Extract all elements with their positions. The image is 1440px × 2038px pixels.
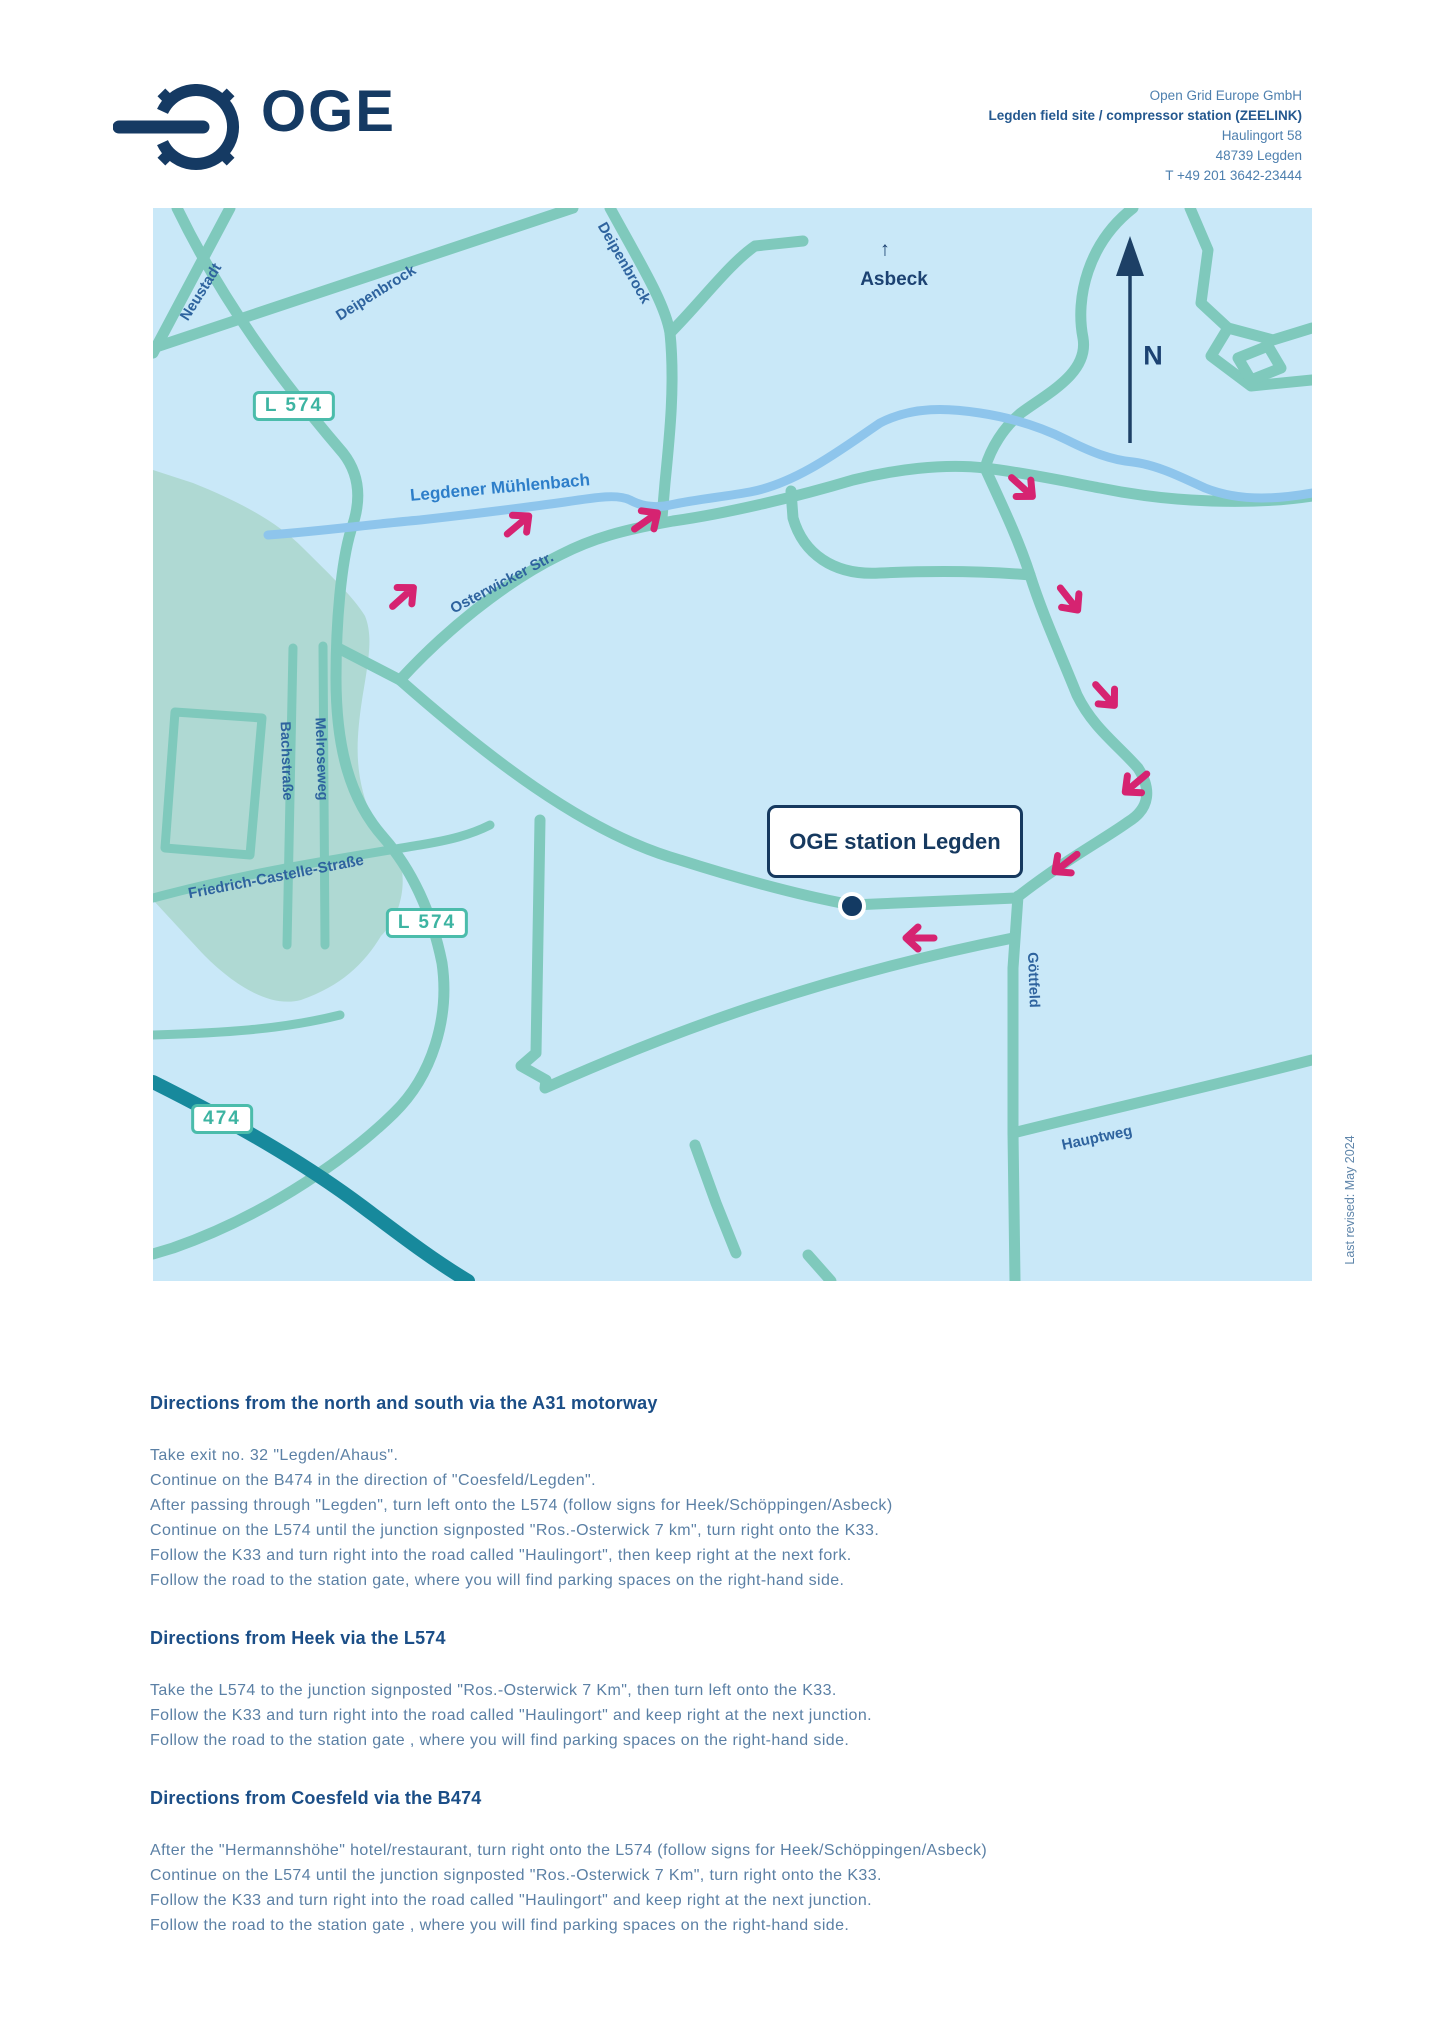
road [670,241,803,333]
map-label-north: N [1143,340,1163,371]
section-heading: Directions from the north and south via the A31 motorway [150,1393,658,1413]
direction-line: Continue on the B474 in the direction of "Coesfeld/Legden". [150,1472,596,1489]
route-arrow-icon [1087,677,1122,713]
road-badge-l574-north: L 574 [253,391,335,421]
map-label-goettfeld: Göttfeld [1024,951,1042,1009]
map-label-hauptweg: Hauptweg [1060,1122,1134,1154]
direction-line: Take exit no. 32 "Legden/Ahaus". [150,1447,399,1464]
directions-section-coesfeld [150,1788,1300,1938]
street-address: Haulingort 58 [1221,128,1302,143]
section-body [150,1443,1300,1593]
section-body [150,1678,1300,1753]
direction-line: Follow the road to the station gate , where you will find parking spaces on the right-hand side. [150,1917,850,1934]
north-arrow-icon [1116,236,1144,443]
logo-wordmark: OGE [261,79,396,144]
map-label-melroseweg: Melroseweg [311,717,331,801]
address-block [988,86,1302,186]
direction-line: Follow the road to the station gate, where you will find parking spaces on the right-hand side. [150,1572,845,1589]
city-address: 48739 Legden [1215,148,1302,163]
direction-line: Take the L574 to the junction signposted "Ros.-Osterwick 7 Km", then turn left onto the K33. [150,1682,837,1699]
map-label-deipenbrock-east: Deipenbrock [593,219,655,307]
map-label-osterwicker-str: Osterwicker Str. [447,548,557,618]
road [1013,1060,1312,1133]
station-callout-label: OGE station Legden [789,828,1001,854]
site-name: Legden field site / compressor station (ZEELINK) [988,108,1302,123]
road [1238,346,1281,380]
direction-line: After the "Hermannshöhe" hotel/restaurant, turn right onto the L574 (follow signs for Heek/Schöppingen/Asbeck) [150,1842,988,1859]
road [985,208,1133,468]
map-label-friedrich-castelle-strasse: Friedrich-Castelle-Straße [186,851,366,903]
direction-line: Follow the road to the station gate , where you will find parking spaces on the right-hand side. [150,1732,850,1749]
revision-note: Last revised: May 2024 [1343,1135,1357,1265]
map-label-asbeck: Asbeck [860,269,928,290]
road-badge-l574-south: L 574 [386,908,468,938]
directions-section-heek [150,1628,1300,1753]
road [1228,328,1312,340]
map-label-bachstrasse: Bachstraße [276,721,296,801]
road [1013,896,1018,1281]
station-marker-icon [840,894,864,918]
map-label-river: Legdener Mühlenbach [409,470,591,505]
site-map [153,208,1312,1281]
section-body [150,1838,1300,1938]
direction-line: Follow the K33 and turn right into the road called "Haulingort" and keep right at the next junction. [150,1892,872,1909]
road [791,491,1030,575]
route-arrow-icon [906,927,934,949]
company-name: Open Grid Europe GmbH [1149,88,1302,103]
direction-line: After passing through "Legden", turn left onto the L574 (follow signs for Heek/Schöppingen/Asbeck) [150,1497,893,1514]
section-heading: Directions from Coesfeld via the B474 [150,1788,482,1808]
direction-line: Continue on the L574 until the junction signposted "Ros.-Osterwick 7 Km", turn right onto the K33. [150,1867,882,1884]
phone-number: T +49 201 3642-23444 [1165,168,1302,183]
road-badge-b474: 474 [191,1104,253,1134]
direction-up-icon: ↑ [880,238,890,261]
direction-line: Follow the K33 and turn right into the road called "Haulingort", then keep right at the next fork. [150,1547,852,1564]
route-arrow-icon [1052,581,1087,617]
route-arrow-icon [385,579,421,614]
direction-line: Continue on the L574 until the junction signposted "Ros.-Osterwick 7 km", turn right onto the K33. [150,1522,880,1539]
map-label-neustadt: Neustadt [176,260,226,324]
road [1190,208,1312,386]
station-callout [767,805,1023,878]
directions-section-a31 [150,1393,1300,1593]
section-heading: Directions from Heek via the L574 [150,1628,446,1648]
header-logo [113,79,533,174]
map-label-deipenbrock-west: Deipenbrock [332,261,420,325]
direction-line: Follow the K33 and turn right into the road called "Haulingort" and keep right at the next junction. [150,1707,872,1724]
road [695,1145,736,1253]
road [808,1255,831,1281]
road [153,1015,340,1035]
